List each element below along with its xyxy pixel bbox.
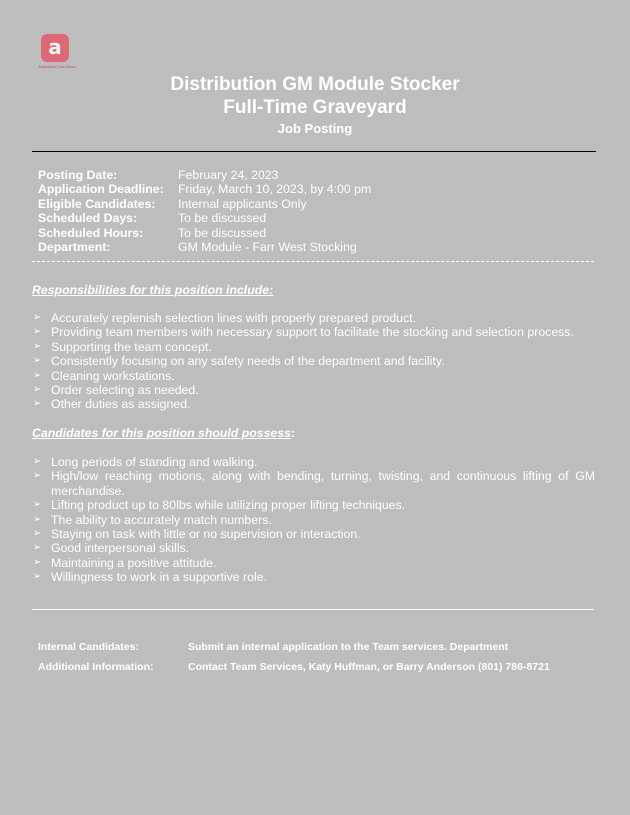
responsibilities-heading xyxy=(32,283,273,297)
list-item xyxy=(32,325,595,339)
header-divider xyxy=(32,151,596,152)
arrow-bullet-icon: ➢ xyxy=(33,542,42,554)
candidates-heading-text: Candidates for this position should possess xyxy=(32,426,291,440)
candidates-heading-colon: : xyxy=(290,426,296,440)
footer-info xyxy=(38,638,550,677)
footer-label: Additional Information: xyxy=(38,660,154,673)
page-title-shift: Full-Time Graveyard xyxy=(223,97,407,118)
arrow-bullet-icon: ➢ xyxy=(33,398,42,410)
logo-caption: Associated Food Stores xyxy=(38,65,76,69)
detail-value: February 24, 2023 xyxy=(178,168,279,182)
page-title: Distribution GM Module Stocker xyxy=(170,74,460,95)
list-item xyxy=(32,340,595,354)
arrow-bullet-icon: ➢ xyxy=(33,369,42,381)
list-item-text: The ability to accurately match numbers. xyxy=(51,512,272,527)
list-item xyxy=(32,570,595,584)
detail-label: Eligible Candidates: xyxy=(38,196,156,211)
list-item xyxy=(32,455,595,469)
posting-details xyxy=(38,168,371,254)
detail-row-department xyxy=(38,240,371,254)
arrow-bullet-icon: ➢ xyxy=(33,470,42,482)
candidates-list xyxy=(32,455,595,585)
arrow-bullet-icon: ➢ xyxy=(33,571,42,583)
detail-label: Application Deadline: xyxy=(38,182,164,197)
list-item-text: High/low reaching motions, along with bending, turning, twisting, and continuous lifting of GM merchandise. xyxy=(51,469,595,498)
list-item-text: Willingness to work in a supportive role. xyxy=(51,570,267,585)
list-item xyxy=(32,498,595,512)
list-item-text: Staying on task with little or no supervision or interaction. xyxy=(51,527,361,542)
list-item-text: Accurately replenish selection lines with properly prepared product. xyxy=(51,311,416,325)
list-item xyxy=(32,556,595,570)
detail-row-eligible-candidates xyxy=(38,197,371,211)
detail-value: GM Module - Farr West Stocking xyxy=(178,240,357,255)
arrow-bullet-icon: ➢ xyxy=(33,355,42,367)
list-item xyxy=(32,469,595,498)
list-item-text: Supporting the team concept. xyxy=(51,339,212,354)
list-item xyxy=(32,311,595,325)
list-item-text: Good interpersonal skills. xyxy=(51,541,190,556)
footer-row-internal-candidates xyxy=(38,638,550,658)
responsibilities-list xyxy=(32,311,595,412)
detail-label: Department: xyxy=(38,240,111,255)
candidates-heading xyxy=(32,426,295,440)
list-item-text: Consistently focusing on any safety needs of the department and facility. xyxy=(51,354,445,369)
list-item-text: Cleaning workstations. xyxy=(51,368,175,383)
arrow-bullet-icon: ➢ xyxy=(33,384,42,396)
details-divider xyxy=(32,261,594,262)
footer-value: Submit an internal application to the Team services. Department xyxy=(188,641,509,653)
detail-label: Scheduled Days: xyxy=(38,211,138,226)
arrow-bullet-icon: ➢ xyxy=(33,528,42,540)
list-item-text: Maintaining a positive attitude. xyxy=(51,555,217,570)
arrow-bullet-icon: ➢ xyxy=(33,499,42,511)
arrow-bullet-icon: ➢ xyxy=(33,326,42,338)
arrow-bullet-icon: ➢ xyxy=(33,456,42,467)
list-item-text: Long periods of standing and walking. xyxy=(51,455,258,469)
list-item xyxy=(32,397,595,411)
list-item-text: Other duties as assigned. xyxy=(51,397,191,412)
detail-row-posting-date xyxy=(38,168,371,182)
arrow-bullet-icon: ➢ xyxy=(33,340,42,352)
company-logo xyxy=(33,32,81,72)
list-item xyxy=(32,541,595,555)
footer-value: Contact Team Services, Katy Huffman, or Barry Anderson (801) 786-8721 xyxy=(188,660,550,673)
page-subtitle: Job Posting xyxy=(277,121,353,136)
list-item xyxy=(32,513,595,527)
footer-row-additional-information xyxy=(38,658,550,678)
logo-mark xyxy=(41,34,69,62)
detail-row-application-deadline xyxy=(38,182,371,196)
responsibilities-heading-text: Responsibilities for this position include: xyxy=(32,283,274,297)
logo-letter: a xyxy=(48,35,62,59)
list-item-text: Lifting product up to 80lbs while utilizing proper lifting techniques. xyxy=(51,498,406,513)
list-item xyxy=(32,369,595,383)
list-item xyxy=(32,527,595,541)
footer-label: Internal Candidates: xyxy=(38,641,139,653)
detail-value: To be discussed xyxy=(178,225,267,240)
arrow-bullet-icon: ➢ xyxy=(33,513,42,525)
detail-label: Posting Date: xyxy=(38,168,118,182)
arrow-bullet-icon: ➢ xyxy=(33,556,42,568)
list-item-text: Providing team members with necessary support to facilitate the stocking and selection process. xyxy=(51,325,574,340)
list-item xyxy=(32,354,595,368)
arrow-bullet-icon: ➢ xyxy=(33,312,42,323)
list-item xyxy=(32,383,595,397)
detail-row-scheduled-days xyxy=(38,211,371,225)
detail-value: To be discussed xyxy=(178,211,267,226)
list-item-text: Order selecting as needed. xyxy=(51,383,199,398)
detail-value: Internal applicants Only xyxy=(178,196,307,211)
detail-value: Friday, March 10, 2023, by 4:00 pm xyxy=(178,182,372,197)
detail-row-scheduled-hours xyxy=(38,226,371,240)
footer-divider xyxy=(32,609,594,610)
detail-label: Scheduled Hours: xyxy=(38,225,144,240)
